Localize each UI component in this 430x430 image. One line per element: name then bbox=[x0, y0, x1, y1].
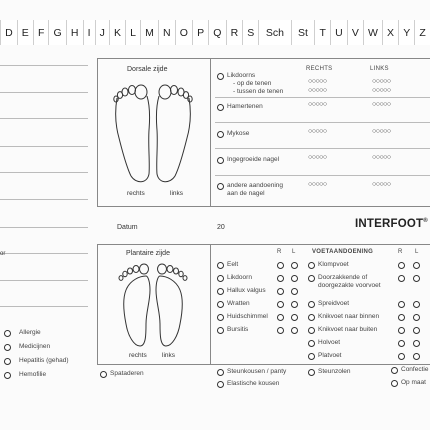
left-sole-toe-2 bbox=[167, 266, 173, 273]
hemofilie-checkbox[interactable] bbox=[4, 372, 11, 379]
hallux-r-checkbox[interactable] bbox=[277, 288, 284, 295]
alphabet-tab-st[interactable]: St bbox=[291, 20, 315, 45]
alphabet-tab-i[interactable]: I bbox=[83, 20, 95, 45]
ingegroeide-left-dots[interactable]: ○○○○○ bbox=[372, 154, 391, 161]
op-maat-checkbox[interactable] bbox=[391, 380, 398, 387]
left-ruled-line bbox=[0, 146, 88, 147]
alphabet-tab-strip bbox=[0, 20, 430, 45]
wratten-r-checkbox[interactable] bbox=[277, 301, 284, 308]
wratten-label: Wratten bbox=[227, 300, 250, 307]
alphabet-tab-q[interactable]: Q bbox=[208, 20, 225, 45]
eelt-r-checkbox[interactable] bbox=[277, 262, 284, 269]
interfoot-logo: INTERFOOT® bbox=[355, 218, 428, 230]
plantar-left-caption: links bbox=[162, 352, 176, 359]
klompvoet-r-checkbox[interactable] bbox=[398, 262, 405, 269]
dorsal-col-right: RECHTS bbox=[306, 66, 333, 72]
left-toe-5 bbox=[188, 96, 192, 102]
eelt-l-checkbox[interactable] bbox=[291, 262, 298, 269]
doorzakkende-label: Doorzakkende of bbox=[318, 274, 368, 281]
platvoet-label: Platvoet bbox=[318, 352, 342, 359]
left-sole-outline bbox=[156, 276, 182, 346]
alphabet-tab-s[interactable]: S bbox=[242, 20, 258, 45]
doorgezakte-label: doorgezakte voorvoet bbox=[318, 282, 381, 289]
dorsal-feet-illustration bbox=[103, 80, 203, 190]
likdoorn-r-checkbox[interactable] bbox=[277, 275, 284, 282]
plantar-col-r: R bbox=[277, 249, 282, 255]
spataderen-checkbox[interactable] bbox=[100, 371, 107, 378]
right-sole-toe-2 bbox=[133, 266, 139, 273]
plantar-col-l: L bbox=[292, 249, 296, 255]
andere-aandoening-checkbox[interactable] bbox=[217, 183, 224, 190]
right-sole-toe-5 bbox=[119, 276, 123, 281]
left-sole-toe-3 bbox=[174, 268, 179, 274]
knikvoet-buiten-l-checkbox[interactable] bbox=[413, 327, 420, 334]
spreidvoet-r-checkbox[interactable] bbox=[398, 301, 405, 308]
right-sole-outline bbox=[124, 276, 150, 346]
plantar-box-divider bbox=[210, 244, 211, 364]
alphabet-tab-k[interactable]: K bbox=[109, 20, 125, 45]
medicijnen-checkbox[interactable] bbox=[4, 344, 11, 351]
plantar-box-top bbox=[97, 244, 430, 245]
huidschimmel-label: Huidschimmel bbox=[227, 313, 268, 320]
andere-aandoening-label: andere aandoening bbox=[227, 182, 284, 189]
left-ruled-line bbox=[0, 227, 88, 228]
alphabet-tab-p[interactable]: P bbox=[192, 20, 208, 45]
alphabet-tab-sch[interactable]: Sch bbox=[258, 20, 290, 45]
knikvoet-buiten-r-checkbox[interactable] bbox=[398, 327, 405, 334]
steunkousen-checkbox[interactable] bbox=[217, 369, 224, 376]
bursitis-label: Bursitis bbox=[227, 326, 249, 333]
alphabet-tab-u[interactable]: U bbox=[330, 20, 347, 45]
huidschimmel-l-checkbox[interactable] bbox=[291, 314, 298, 321]
andere-left-dots[interactable]: ○○○○○ bbox=[372, 181, 391, 188]
mykose-label: Mykose bbox=[227, 130, 250, 137]
bursitis-checkbox[interactable] bbox=[217, 327, 224, 334]
hallux-l-checkbox[interactable] bbox=[291, 288, 298, 295]
eelt-checkbox[interactable] bbox=[217, 262, 224, 269]
alphabet-tab-o[interactable]: O bbox=[175, 20, 192, 45]
spreidvoet-label: Spreidvoet bbox=[318, 300, 350, 307]
steunzolen-label: Steunzolen bbox=[318, 368, 351, 375]
doorzakkende-l-checkbox[interactable] bbox=[413, 275, 420, 282]
elastische-kousen-checkbox[interactable] bbox=[217, 381, 224, 388]
left-ruled-line bbox=[0, 306, 88, 307]
knikvoet-binnen-label: Knikvoet naar binnen bbox=[318, 313, 380, 320]
plantar-right-caption: rechts bbox=[129, 352, 147, 359]
hepatitis-label: Hepatitis (gehad) bbox=[19, 357, 69, 364]
knikvoet-binnen-checkbox[interactable] bbox=[308, 314, 315, 321]
left-foot-dorsal-outline bbox=[156, 96, 190, 182]
left-ruled-line bbox=[0, 280, 88, 281]
andere-right-dots[interactable]: ○○○○○ bbox=[308, 181, 327, 188]
voet-col-l: L bbox=[415, 249, 419, 255]
likdoorns-op-right-dots[interactable]: ○○○○○ bbox=[308, 78, 327, 85]
alphabet-tab-r[interactable]: R bbox=[226, 20, 243, 45]
hamertenen-right-dots[interactable]: ○○○○○ bbox=[308, 101, 327, 108]
voet-col-r: R bbox=[398, 249, 403, 255]
platvoet-l-checkbox[interactable] bbox=[413, 353, 420, 360]
klompvoet-checkbox[interactable] bbox=[308, 262, 315, 269]
year-prefix[interactable]: 20 bbox=[217, 224, 225, 231]
allergie-checkbox[interactable] bbox=[4, 330, 11, 337]
huidschimmel-checkbox[interactable] bbox=[217, 314, 224, 321]
holvoet-checkbox[interactable] bbox=[308, 340, 315, 347]
likdoorns-op-left-dots[interactable]: ○○○○○ bbox=[372, 78, 391, 85]
spreidvoet-checkbox[interactable] bbox=[308, 301, 315, 308]
alphabet-tab-y[interactable]: Y bbox=[398, 20, 414, 45]
bursitis-r-checkbox[interactable] bbox=[277, 327, 284, 334]
plantar-box-left bbox=[97, 244, 98, 364]
mykose-checkbox[interactable] bbox=[217, 131, 224, 138]
doorzakkende-checkbox[interactable] bbox=[308, 275, 315, 282]
dorsal-box-divider bbox=[210, 58, 211, 206]
alphabet-tab-j[interactable]: J bbox=[95, 20, 109, 45]
ingegroeide-nagel-checkbox[interactable] bbox=[217, 157, 224, 164]
wratten-checkbox[interactable] bbox=[217, 301, 224, 308]
eelt-label: Eelt bbox=[227, 261, 239, 268]
right-sole-toe-4 bbox=[123, 271, 127, 276]
hemofilie-label: Hemofilie bbox=[19, 371, 47, 378]
right-foot-dorsal-outline bbox=[116, 96, 150, 182]
left-ruled-line bbox=[0, 65, 88, 66]
left-toe-2 bbox=[171, 86, 178, 95]
likdoorns-checkbox[interactable] bbox=[217, 73, 224, 80]
holvoet-l-checkbox[interactable] bbox=[413, 340, 420, 347]
alphabet-tab-w[interactable]: W bbox=[363, 20, 382, 45]
likdoorn-l-checkbox[interactable] bbox=[291, 275, 298, 282]
likdoorns-label: Likdoorns bbox=[227, 72, 256, 79]
left-ruled-line bbox=[0, 92, 88, 93]
medicijnen-label: Medicijnen bbox=[19, 343, 51, 350]
elastische-kousen-label: Elastische kousen bbox=[227, 380, 280, 387]
likdoorns-sub-2: - tussen de tenen bbox=[233, 88, 284, 95]
left-ruled-line bbox=[0, 199, 88, 200]
dorsal-left-caption: links bbox=[170, 190, 184, 197]
spataderen-label: Spataderen bbox=[110, 370, 144, 377]
right-toe-5 bbox=[114, 96, 118, 102]
mykose-left-dots[interactable]: ○○○○○ bbox=[372, 128, 391, 135]
alphabet-tab-m[interactable]: M bbox=[140, 20, 158, 45]
klompvoet-label: Klompvoet bbox=[318, 261, 349, 268]
row-separator bbox=[215, 97, 430, 98]
steunzolen-checkbox[interactable] bbox=[308, 369, 315, 376]
andere-aandoening-label-2: aan de nagel bbox=[227, 190, 265, 197]
confectie-checkbox[interactable] bbox=[391, 367, 398, 374]
plantar-box-bottom bbox=[97, 364, 430, 365]
left-margin-text: or bbox=[0, 251, 6, 257]
alphabet-tab-f[interactable]: F bbox=[33, 20, 49, 45]
wratten-l-checkbox[interactable] bbox=[291, 301, 298, 308]
likdoorns-sub-1: - op de tenen bbox=[233, 80, 272, 87]
likdoorn-label: Likdoorn bbox=[227, 274, 252, 281]
hamertenen-checkbox[interactable] bbox=[217, 104, 224, 111]
right-sole-toe-1 bbox=[140, 264, 149, 274]
dorsal-right-caption: rechts bbox=[127, 190, 145, 197]
confectie-label: Confectie bbox=[401, 366, 429, 373]
voetaandoening-title: VOETAANDOENING bbox=[312, 249, 374, 255]
row-separator bbox=[215, 122, 430, 123]
hamertenen-label: Hamertenen bbox=[227, 103, 263, 110]
alphabet-tab-e[interactable]: E bbox=[17, 20, 33, 45]
plantar-title: Plantaire zijde bbox=[126, 250, 170, 257]
plantar-feet-illustration bbox=[110, 262, 196, 352]
hallux-valgus-label: Hallux valgus bbox=[227, 287, 266, 294]
spreidvoet-l-checkbox[interactable] bbox=[413, 301, 420, 308]
holvoet-label: Holvoet bbox=[318, 339, 341, 346]
row-separator bbox=[215, 175, 430, 176]
left-sole-toe-1 bbox=[158, 264, 167, 274]
knikvoet-binnen-r-checkbox[interactable] bbox=[398, 314, 405, 321]
left-sole-toe-5 bbox=[183, 276, 187, 281]
platvoet-r-checkbox[interactable] bbox=[398, 353, 405, 360]
alphabet-tab-n[interactable]: N bbox=[158, 20, 175, 45]
alphabet-tab-x[interactable]: X bbox=[382, 20, 398, 45]
hallux-valgus-checkbox[interactable] bbox=[217, 288, 224, 295]
left-ruled-line bbox=[0, 118, 88, 119]
right-toe-2 bbox=[129, 86, 136, 95]
holvoet-r-checkbox[interactable] bbox=[398, 340, 405, 347]
allergie-label: Allergie bbox=[19, 329, 41, 336]
knikvoet-binnen-l-checkbox[interactable] bbox=[413, 314, 420, 321]
right-sole-toe-3 bbox=[128, 268, 133, 274]
likdoorn-checkbox[interactable] bbox=[217, 275, 224, 282]
datum-label: Datum bbox=[117, 224, 138, 231]
knikvoet-buiten-checkbox[interactable] bbox=[308, 327, 315, 334]
dorsal-title: Dorsale zijde bbox=[127, 66, 168, 73]
knikvoet-buiten-label: Knikvoet naar buiten bbox=[318, 326, 378, 333]
right-big-toe bbox=[135, 85, 147, 99]
dorsal-col-left: LINKS bbox=[370, 66, 389, 72]
bursitis-l-checkbox[interactable] bbox=[291, 327, 298, 334]
left-ruled-line bbox=[0, 172, 88, 173]
row-separator bbox=[215, 148, 430, 149]
hamertenen-left-dots[interactable]: ○○○○○ bbox=[372, 101, 391, 108]
hepatitis-checkbox[interactable] bbox=[4, 358, 11, 365]
likdoorns-tussen-right-dots[interactable]: ○○○○○ bbox=[308, 87, 327, 94]
platvoet-checkbox[interactable] bbox=[308, 353, 315, 360]
doorzakkende-r-checkbox[interactable] bbox=[398, 275, 405, 282]
alphabet-tab-z[interactable]: Z bbox=[414, 20, 430, 45]
ingegroeide-right-dots[interactable]: ○○○○○ bbox=[308, 154, 327, 161]
alphabet-tab-l[interactable]: L bbox=[125, 20, 140, 45]
dorsal-box-bottom bbox=[97, 206, 430, 207]
huidschimmel-r-checkbox[interactable] bbox=[277, 314, 284, 321]
likdoorns-tussen-left-dots[interactable]: ○○○○○ bbox=[372, 87, 391, 94]
mykose-right-dots[interactable]: ○○○○○ bbox=[308, 128, 327, 135]
alphabet-tab-g[interactable]: G bbox=[48, 20, 65, 45]
alphabet-tab-h[interactable]: H bbox=[66, 20, 83, 45]
alphabet-tab-d[interactable]: D bbox=[0, 20, 17, 45]
op-maat-label: Op maat bbox=[401, 379, 426, 386]
alphabet-tab-v[interactable]: V bbox=[347, 20, 363, 45]
ingegroeide-nagel-label: Ingegroeide nagel bbox=[227, 156, 280, 163]
dorsal-box-left bbox=[97, 58, 98, 206]
klompvoet-l-checkbox[interactable] bbox=[413, 262, 420, 269]
alphabet-tab-t[interactable]: T bbox=[314, 20, 330, 45]
left-sole-toe-4 bbox=[179, 271, 183, 276]
left-ruled-line bbox=[0, 253, 88, 254]
dorsal-box-top bbox=[97, 58, 430, 59]
steunkousen-label: Steunkousen / panty bbox=[227, 368, 287, 375]
left-big-toe bbox=[159, 85, 171, 99]
